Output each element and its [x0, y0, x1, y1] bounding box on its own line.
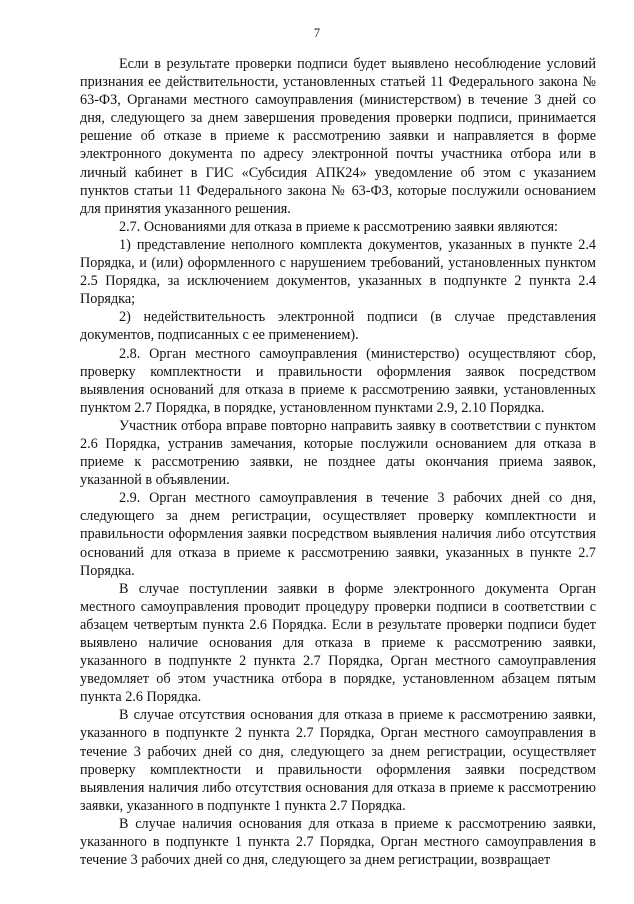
- paragraph-2-9: 2.9. Орган местного самоуправления в течение 3 рабочих дней со дня, следующего за днем регистрации, осуществляет проверку комплектности и правильности оформления заявки посредством выявления наличия либо отсутствия оснований для отказа в приеме к рассмотрению заявки, указанных в пункте 2.7 Порядка.: [80, 490, 596, 579]
- paragraph-2-7-item-1: 1) представление неполного комплекта документов, указанных в пункте 2.4 Порядка, и (или) оформленного с нарушением требований, установленных пунктом 2.5 Порядка, за исключением документов, указанных в подпункте 2 пункта 2.4 Порядка;: [80, 236, 596, 308]
- page-number: 7: [313, 26, 321, 40]
- paragraph-resubmission: Участник отбора вправе повторно направить заявку в соответствии с пунктом 2.6 Порядка, устранив замечания, которые послужили основанием для отказа в приеме к рассмотрению заявки, не позднее даты окончания приема заявок, указанной в объявлении.: [80, 417, 596, 489]
- paragraph-no-grounds: В случае отсутствия основания для отказа в приеме к рассмотрению заявки, указанного в подпункте 2 пункта 2.7 Порядка, Орган местного самоуправления в течение 3 рабочих дней со дня, следующего за днем регистрации, осуществляет проверку комплектности и правильности оформления заявки посредством выявления наличия либо отсутствия основания для отказа в приеме к рассмотрению заявки, указанного в подпункте 1 пункта 2.7 Порядка.: [80, 707, 596, 814]
- document-body: [80, 55, 596, 869]
- paragraph-grounds-present: В случае наличия основания для отказа в приеме к рассмотрению заявки, указанного в подпункте 1 пункта 2.7 Порядка, Орган местного самоуправления в течение 3 рабочих дней со дня, следующего за днем регистрации, возвращает: [80, 815, 596, 869]
- paragraph-2-7-item-2: 2) недействительность электронной подписи (в случае представления документов, подписанных с ее применением).: [80, 309, 596, 344]
- paragraph-signature-invalid: Если в результате проверки подписи будет выявлено несоблюдение условий признания ее действительности, установленных статьей 11 Федерального закона № 63-ФЗ, Органами местного самоуправления (министерством) в течение 3 дней со дня, следующего за днем завершения проведения проверки подписи, принимается решение об отказе в приеме к рассмотрению заявки и направляется в форме электронного документа по адресу электронной почты участника отбора или в личный кабинет в ГИС «Субсидия АПК24» уведомление об этом с указанием пунктов статьи 11 Федерального закона № 63-ФЗ, которые послужили основанием для принятия указанного решения.: [80, 56, 596, 217]
- paragraph-electronic-document: В случае поступлении заявки в форме электронного документа Орган местного самоуправления проводит процедуру проверки подписи в соответствии с абзацем четвертым пункта 2.6 Порядка. Если в результате проверки подписи будет выявлено наличие основания для отказа в приеме к рассмотрению заявки, указанного в подпункте 2 пункта 2.7 Порядка, Орган местного самоуправления уведомляет об этом участника отбора в порядке, установленном абзацем пятым пункта 2.6 Порядка.: [80, 580, 596, 706]
- paragraph-2-7-heading: 2.7. Основаниями для отказа в приеме к рассмотрению заявки являются:: [119, 218, 558, 235]
- paragraph-2-8: 2.8. Орган местного самоуправления (министерство) осуществляют сбор, проверку комплектности и правильности оформления заявок посредством выявления оснований для отказа в приеме к рассмотрению заявки, установленных пунктом 2.7 Порядка, в порядке, установленном пунктами 2.9, 2.10 Порядка.: [80, 345, 596, 416]
